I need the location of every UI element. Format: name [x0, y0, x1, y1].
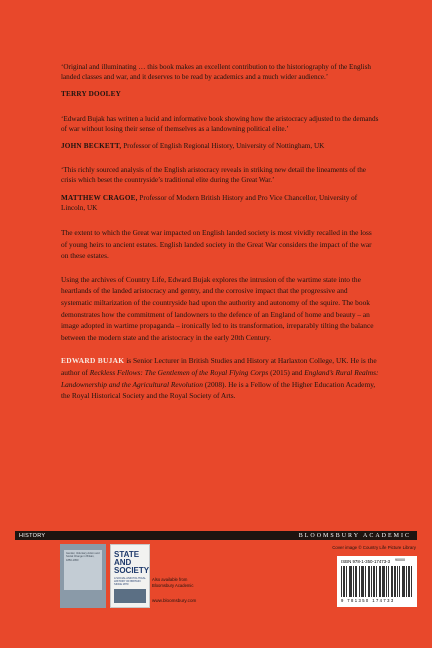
barcode-bar	[343, 566, 344, 597]
review-attribution	[61, 141, 379, 151]
barcode-bar	[409, 566, 410, 597]
thumbnail-title-word: STATE	[114, 550, 140, 559]
barcode-addon-digits: 90000	[395, 558, 405, 562]
thumbnail-image	[114, 589, 146, 603]
isbn-text: ISBN 978-1-350-17473-3	[341, 559, 391, 564]
barcode-bar	[395, 566, 396, 597]
review-attribution	[61, 193, 379, 213]
barcode-bar	[397, 566, 398, 597]
barcode-bar	[355, 566, 356, 597]
barcode-bar	[404, 566, 405, 597]
barcode-bar	[402, 566, 403, 597]
barcode-bar	[359, 566, 360, 597]
reviewer-affiliation: Professor of Modern British History and Pro Vice Chancellor, University of Lincoln, UK	[61, 193, 358, 212]
barcode-bar	[379, 566, 380, 597]
reviewer-name: JOHN BECKETT,	[61, 142, 122, 151]
barcode-bar	[365, 566, 366, 597]
also-available-text	[152, 577, 193, 589]
cover-image-credit: Cover image © Country Life Picture Library	[332, 545, 416, 550]
barcode-bar	[388, 566, 389, 597]
barcode-bar	[408, 566, 409, 597]
review-2	[61, 114, 379, 152]
website-link[interactable]: www.bloomsbury.com	[152, 598, 197, 603]
barcode-bar	[403, 566, 404, 597]
thumbnail-title: Gender, Voluntary Action and Social Change in Britain, 1850-1950	[66, 552, 100, 562]
barcode-bar	[362, 566, 363, 597]
author-bio	[61, 355, 379, 401]
review-quote: ‘Original and illuminating … this book makes an excellent contribution to the historiography of the English landed classes and war, and it deserves to be read by academics and a much wider audience.’	[61, 63, 372, 82]
review-quote: ‘This richly sourced analysis of the English aristocracy reveals in striking new detail the lineaments of the crisis which beset the countryside’s traditional elite during the Great War.’	[61, 166, 366, 185]
barcode-bar	[394, 566, 395, 597]
thumbnail-title-word: AND	[114, 558, 132, 567]
barcode-bar	[386, 566, 387, 597]
reviewer-name: TERRY DOOLEY	[61, 90, 121, 99]
barcode-bar	[369, 566, 370, 597]
barcode-bar	[344, 566, 345, 597]
barcode-bar	[368, 566, 369, 597]
barcode-digits: 9 781350 174733	[341, 598, 395, 603]
barcode-bar	[384, 566, 385, 597]
barcode-bar	[361, 566, 362, 597]
barcode-bar	[411, 566, 412, 597]
review-attribution	[61, 89, 379, 99]
author-name: EDWARD BUJAK	[61, 356, 125, 366]
barcode-bar	[349, 566, 350, 597]
thumbnail-subtitle: A SOCIAL AND POLITICAL HISTORY OF BRITAIN SINCE 1870	[114, 577, 146, 587]
barcode-bar	[382, 566, 383, 597]
book-title: England’s Rural Realms: Landownership and the Agricultural Revolution	[61, 367, 379, 389]
thumbnail-cover-art	[64, 550, 102, 590]
blurb-paragraph-1: The extent to which the Great war impacted on English landed society is most vividly recalled in the loss of young heirs to ancient estates. English landed society in the Great War considers the impact of the war on these estates.	[61, 228, 372, 261]
review-3	[61, 165, 379, 213]
barcode-bar	[371, 566, 372, 597]
barcode-icon	[341, 566, 413, 597]
barcode-bar	[383, 566, 384, 597]
reviewer-name: MATTHEW CRAGOE,	[61, 193, 138, 202]
barcode-bar	[351, 566, 352, 597]
barcode-bar	[353, 566, 354, 597]
blurb-paragraph-2: Using the archives of Country Life, Edward Bujak explores the intrusion of the wartime state into the heartlands of the landed aristocracy and gentry, and the corrosive impact that the progressive and systematic miltarization of the countryside had upon the authority and autonomy of the squire. The book demonstrates how the commitment of landowners to the defence of an England of home and beauty – an image adopted in wartime propaganda – ironically led to its transformation, irreparably tilting the balance between the modern state and the aristocracy in the early 20th Century.	[61, 274, 374, 342]
barcode-bar	[399, 566, 400, 597]
category-label: HISTORY	[19, 532, 46, 539]
barcode-bar	[363, 566, 364, 597]
barcode-bar	[346, 566, 347, 597]
barcode-bar	[376, 566, 377, 597]
bio-text: (2008). He is a Fellow of the Higher Education Academy, the Royal Historical Society and the Royal Society of Arts.	[61, 379, 376, 401]
barcode-bar	[356, 566, 357, 597]
back-cover-content	[61, 62, 379, 414]
reviewer-affiliation: Professor of English Regional History, University of Nottingham, UK	[123, 142, 325, 151]
isbn-barcode	[337, 556, 417, 607]
also-available-line: Also available from	[152, 577, 188, 582]
barcode-bar	[380, 566, 381, 597]
barcode-bar	[373, 566, 374, 597]
barcode-bar	[391, 566, 392, 597]
related-book-thumbnail	[60, 544, 106, 608]
footer-bar	[15, 531, 417, 540]
review-quote: ‘Edward Bujak has written a lucid and informative book showing how the aristocracy adjusted to the demands of war without losing their sense of themselves as a landowning political elite.’	[61, 114, 379, 133]
bio-text: is Senior Lecturer in British Studies and History at Harlaxton College, UK. He is the author of	[61, 356, 377, 377]
review-1	[61, 62, 379, 100]
barcode-bar	[350, 566, 351, 597]
barcode-bar	[341, 566, 342, 597]
book-title: Reckless Fellows: The Gentlemen of the Royal Flying Corps	[89, 367, 269, 377]
barcode-bar	[392, 566, 393, 597]
also-available-line: Bloomsbury Academic	[152, 582, 194, 588]
publisher-label: BLOOMSBURY ACADEMIC	[298, 532, 411, 539]
related-book-thumbnail	[110, 544, 150, 608]
thumbnail-title-word: SOCIETY	[114, 566, 150, 575]
barcode-bar	[374, 566, 375, 597]
thumbnail-title	[111, 545, 149, 575]
barcode-bar	[406, 566, 407, 597]
bio-text: (2015) and	[268, 367, 305, 377]
